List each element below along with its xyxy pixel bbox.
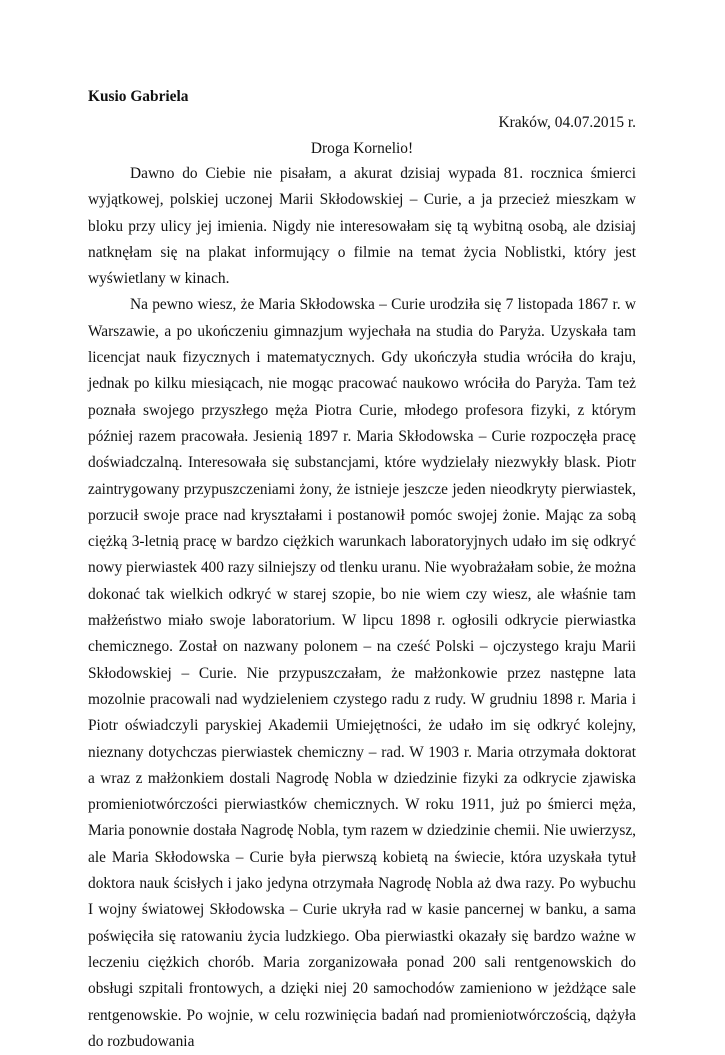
letter-greeting: Droga Kornelio! [310, 140, 414, 157]
paragraph-2: Na pewno wiesz, że Maria Skłodowska – Curie urodziła się 7 listopada 1867 r. w Warszawie, a po ukończeniu gimnazjum wyjechała na studia do Paryża. Uzyskała tam licencjat nauk fizycznych i matematycznych. Gdy ukończyła studia wróciła do kraju, jednak po kilku miesiącach, nie mogąc pracować naukowo wróciła do Paryża. Tam też poznała swojego przyszłego męża Piotra Curie, młodego profesora fizyki, z którym później razem pracowała. Jesienią 1897 r. Maria Skłodowska – Curie rozpoczęła pracę doświadczalną. Interesowała się substancjami, które wydzielały niezwykły blask. Piotr zaintrygowany przypuszczeniami żony, że istnieje jeszcze jeden nieodkryty pierwiastek, porzucił swoje prace nad kryształami i postanowił pomóc swojej żonie. Mając za sobą ciężką 3-letnią pracę w bardzo ciężkich warunkach laboratoryjnych udało im się odkryć nowy pierwiastek 400 razy silniejszy od tlenku uranu. Nie wyobrażałam sobie, że można dokonać tak wielkich odkryć w starej szopie, bo nie wiem czy wiesz, ale właśnie tam małżeństwo miało swoje laboratorium. W lipcu 1898 r. ogłosili odkrycie pierwiastka chemicznego. Został on nazwany polonem – na cześć Polski – ojczystego kraju Marii Skłodowskiej – Curie. Nie przypuszczałam, że małżonkowie przez następne lata mozolnie pracowali nad wydzieleniem czystego radu z rudy. W grudniu 1898 r. Maria i Piotr oświadczyli paryskiej Akademii Umiejętności, że udało im się odkryć kolejny, nieznany dotychczas pierwiastek chemiczny – rad. W 1903 r. Maria otrzymała doktorat a wraz z małżonkiem dostali Nagrodę Nobla w dziedzinie fizyki za odkrycie zjawiska promieniotwórczości pierwiastków chemicznych. W roku 1911, już po śmierci męża, Maria ponownie dostała Nagrodę Nobla, tym razem w dziedzinie chemii. Nie uwierzysz, ale Maria Skłodowska – Curie była pierwszą kobietą na świecie, która uzyskała tytuł doktora nauk ścisłych i jako jedyna otrzymała Nagrodę Nobla aż dwa razy. Po wybuchu I wojny światowej Skłodowska – Curie ukryła rad w kasie pancernej w banku, a sama poświęciła się ratowaniu życia ludzkiego. Oba pierwiastki okazały się bardzo ważne w leczeniu ciężkich chorób. Maria zorganizowała ponad 200 sali rentgenowskich do obsługi szpitali frontowych, a dzięki niej 20 samochodów zamieniono w jeżdżące sale rentgenowskie. Po wojnie, w celu rozwinięcia badań nad promieniotwórczością, dążyła do rozbudowania [88, 296, 636, 1050]
letter-body [88, 161, 636, 1055]
author-name: Kusio Gabriela [88, 88, 189, 105]
place-date: Kraków, 04.07.2015 r. [498, 114, 636, 131]
paragraph-1: Dawno do Ciebie nie pisałam, a akurat dzisiaj wypada 81. rocznica śmierci wyjątkowej, polskiej uczonej Marii Skłodowskiej – Curie, a ja przecież mieszkam w bloku przy ulicy jej imienia. Nigdy nie interesowałam się tą wybitną osobą, ale dzisiaj natknęłam się na plakat informujący o filmie na temat życia Noblistki, który jest wyświetlany w kinach. [88, 165, 636, 288]
